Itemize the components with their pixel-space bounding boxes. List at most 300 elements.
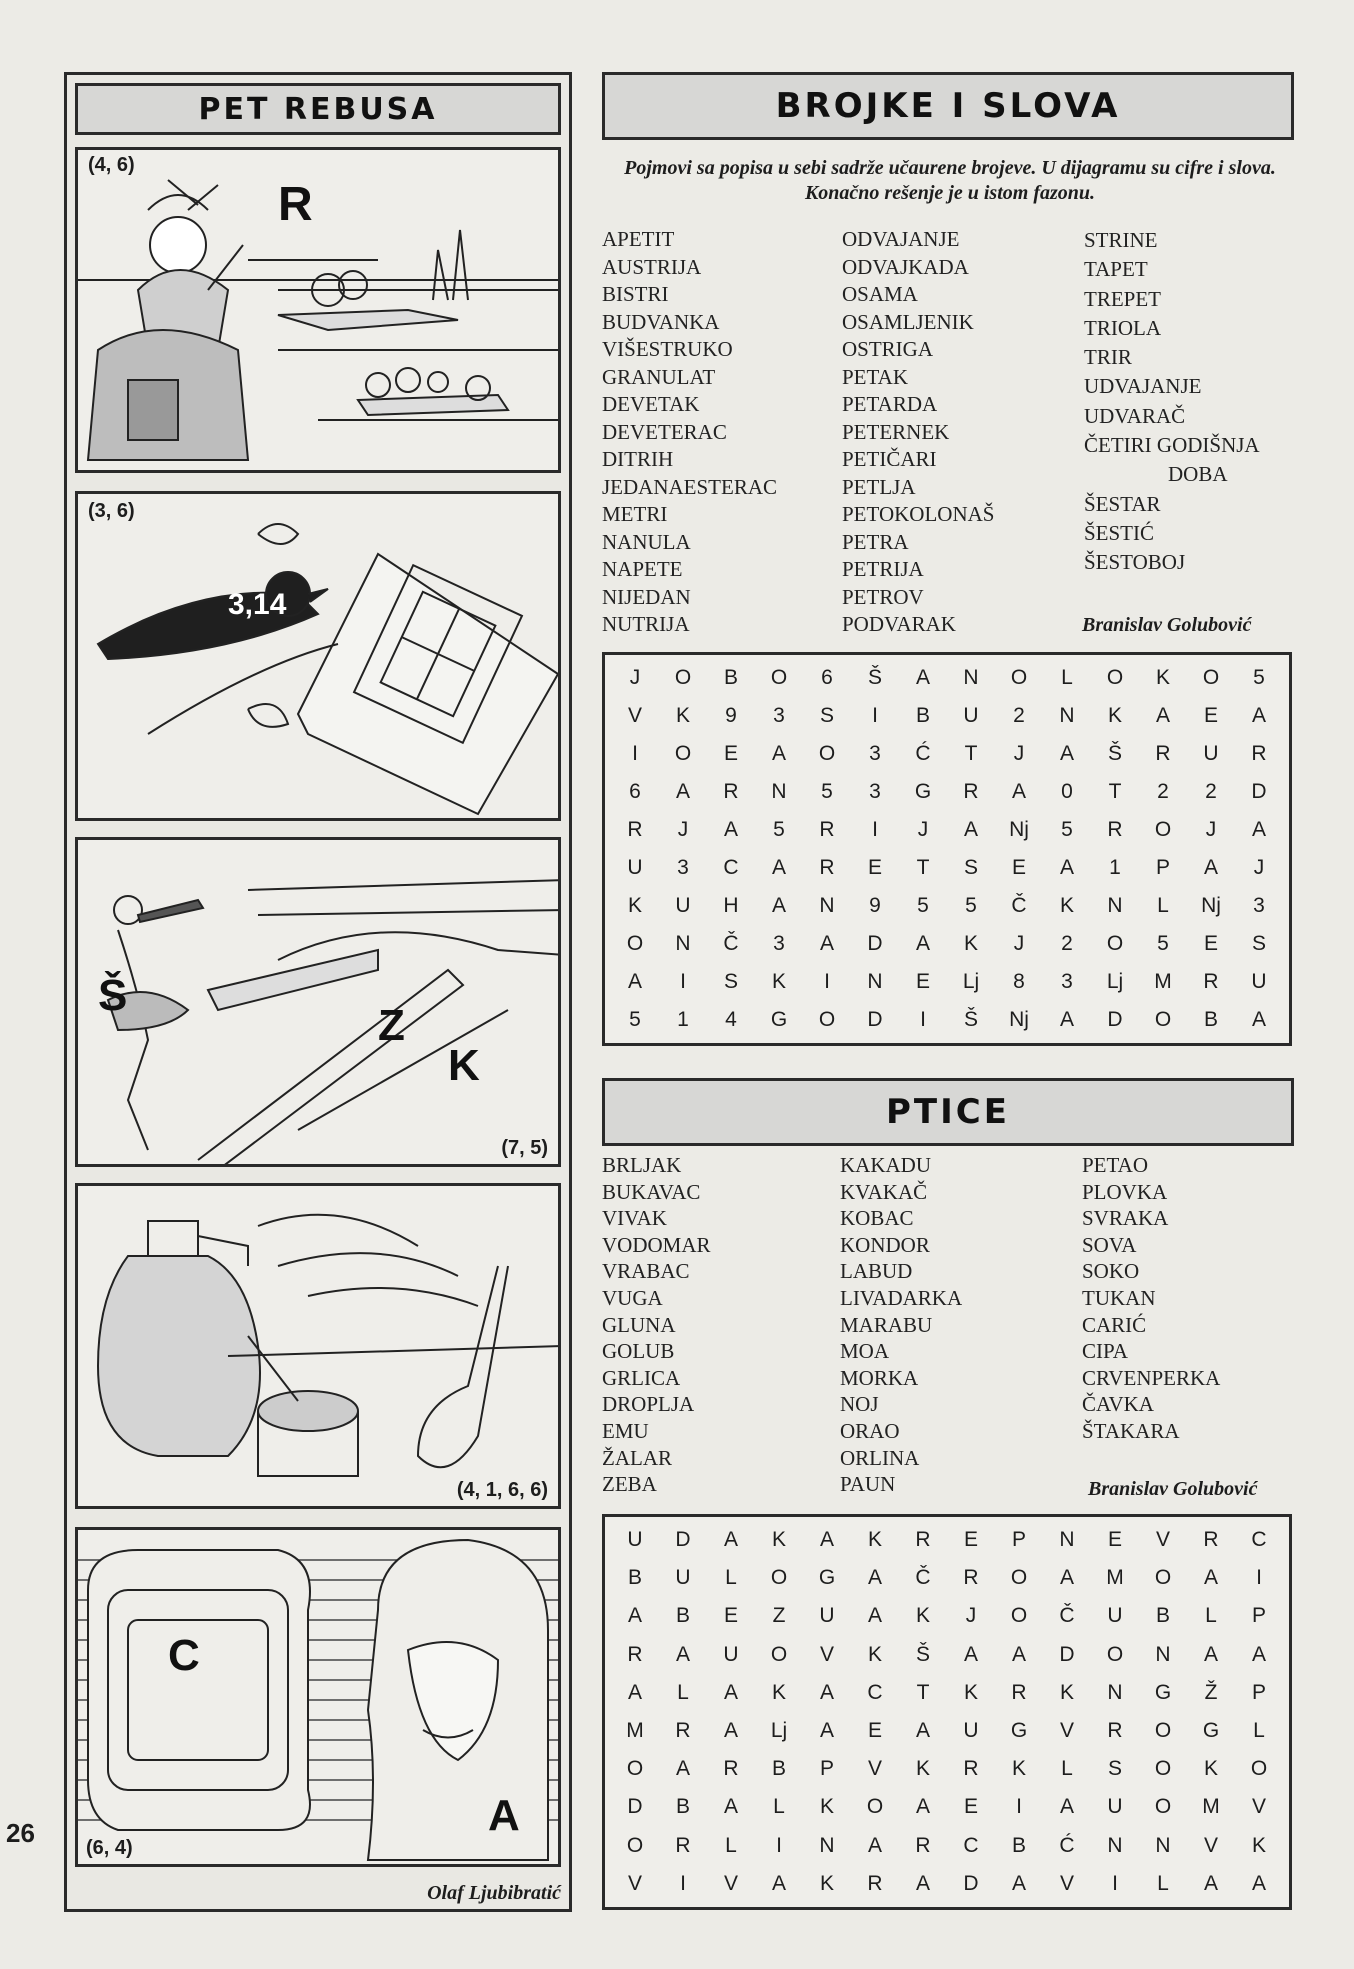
list-item: GRLICA xyxy=(602,1365,681,1390)
list-item: NAPETE xyxy=(602,557,683,581)
grid-cell: Nj xyxy=(1009,818,1029,841)
grid-cell: A xyxy=(1155,704,1170,727)
grid-cell: N xyxy=(819,1833,835,1857)
grid-cell: P xyxy=(1155,856,1170,879)
grid-cell: 2 xyxy=(1061,932,1073,955)
grid-cell: 2 xyxy=(1013,704,1025,727)
grid-cell: O xyxy=(674,666,692,689)
rebus-2-label: (3, 6) xyxy=(88,500,135,522)
rebus-3 xyxy=(75,837,561,1167)
grid-cell: A xyxy=(771,894,786,917)
list-item: METRI xyxy=(602,502,668,526)
grid-cell: I xyxy=(824,970,830,993)
list-item: BRLJAK xyxy=(602,1153,682,1177)
grid-cell: O xyxy=(1154,1566,1172,1590)
grid-cell: A xyxy=(771,856,786,879)
grid-cell: S xyxy=(963,856,978,879)
grid-cell: 2 xyxy=(1205,780,1217,803)
grid-cell: N xyxy=(1107,894,1123,917)
list-item: STRINE xyxy=(1084,228,1158,252)
grid-cell: N xyxy=(1059,704,1075,727)
grid-cell: A xyxy=(1203,1566,1218,1590)
grid-cell: R xyxy=(723,1757,739,1781)
grid-cell: T xyxy=(916,1680,930,1704)
ptice-words-col1 xyxy=(602,1152,711,1498)
grid-cell: A xyxy=(723,1680,738,1704)
grid-cell: R xyxy=(1011,1680,1027,1704)
grid-cell: M xyxy=(626,1719,644,1743)
list-item: KAKADU xyxy=(840,1153,931,1177)
grid-cell: A xyxy=(915,666,930,689)
grid-cell: R xyxy=(1251,742,1267,765)
grid-cell: R xyxy=(963,780,979,803)
rebus-5-label: (6, 4) xyxy=(86,1837,133,1859)
grid-cell: K xyxy=(1059,1680,1074,1704)
grid-cell: R xyxy=(1155,742,1171,765)
grid-cell: C xyxy=(963,1833,979,1857)
grid-cell: U xyxy=(963,704,979,727)
grid-cell: R xyxy=(867,1871,883,1895)
list-item: ODVAJKADA xyxy=(842,254,969,279)
rebus-3-drawing xyxy=(78,840,561,1167)
grid-cell: E xyxy=(1203,704,1218,727)
grid-cell: U xyxy=(675,894,691,917)
list-item: OSAMA xyxy=(842,282,918,306)
list-item: TUKAN xyxy=(1082,1285,1156,1310)
grid-cell: A xyxy=(1251,704,1266,727)
list-item: PETRIJA xyxy=(842,557,924,581)
grid-cell: 6 xyxy=(629,780,641,803)
grid-cell: A xyxy=(1203,1642,1218,1666)
grid-cell: I xyxy=(1112,1871,1118,1895)
grid-cell: 3 xyxy=(773,704,785,727)
grid-cell: A xyxy=(963,818,978,841)
grid-cell: V xyxy=(1059,1719,1074,1743)
list-item: LIVADARKA xyxy=(840,1285,963,1310)
grid-cell: Lj xyxy=(962,970,980,993)
grid-cell: B xyxy=(1011,1833,1026,1857)
grid-cell: A xyxy=(915,932,930,955)
grid-cell: 8 xyxy=(1013,970,1025,993)
grid-cell: R xyxy=(675,1833,691,1857)
list-item: BUDVANKA xyxy=(602,309,720,334)
list-item: PETOKOLONAŠ xyxy=(842,502,995,526)
list-item: ŠESTOBOJ xyxy=(1084,550,1186,575)
grid-cell: R xyxy=(627,818,643,841)
list-item: TRIR xyxy=(1084,345,1132,370)
page-number: 26 xyxy=(6,1818,35,1848)
rebus-1-label: (4, 6) xyxy=(88,154,135,176)
brojke-words-col3 xyxy=(1084,226,1260,578)
grid-cell: L xyxy=(725,1833,737,1857)
grid-cell: K xyxy=(963,932,978,955)
list-item: ŠESTIĆ xyxy=(1084,520,1155,545)
grid-cell: E xyxy=(867,1719,882,1743)
grid-cell: Č xyxy=(915,1566,931,1590)
grid-cell: Č xyxy=(1011,894,1027,917)
grid-cell: S xyxy=(819,704,834,727)
grid-cell: A xyxy=(675,780,690,803)
grid-cell: O xyxy=(1106,666,1124,689)
grid-cell: N xyxy=(963,666,979,689)
grid-cell: O xyxy=(1154,1008,1172,1031)
grid-cell: K xyxy=(1011,1757,1026,1781)
list-item: GRANULAT xyxy=(602,364,716,389)
ptice-letter-grid xyxy=(602,1514,1292,1910)
grid-cell: R xyxy=(1107,818,1123,841)
grid-cell: N xyxy=(1107,1680,1123,1704)
grid-cell: Nj xyxy=(1201,894,1221,917)
list-item: PETLJA xyxy=(842,474,916,499)
grid-cell: Š xyxy=(1107,742,1122,765)
grid-cell: A xyxy=(723,818,738,841)
ptice-words-col3 xyxy=(1082,1152,1220,1445)
list-item: VUGA xyxy=(602,1285,663,1310)
grid-cell: L xyxy=(1157,894,1169,917)
grid-cell: L xyxy=(1205,1604,1217,1628)
grid-cell: K xyxy=(1155,666,1170,689)
grid-cell: V xyxy=(867,1757,882,1781)
grid-cell: 0 xyxy=(1061,780,1073,803)
rebus-2-number: 3,14 xyxy=(228,588,287,621)
list-item: DITRIH xyxy=(602,447,674,471)
brojke-letter-grid xyxy=(602,652,1292,1046)
grid-cell: L xyxy=(1061,1757,1073,1781)
rebus-4 xyxy=(75,1183,561,1509)
grid-cell: U xyxy=(819,1604,835,1628)
grid-cell: J xyxy=(1013,742,1025,765)
brojke-author: Branislav Golubović xyxy=(1082,614,1252,636)
grid-cell: U xyxy=(627,1528,643,1552)
grid-cell: S xyxy=(1107,1757,1122,1781)
list-item: PETAO xyxy=(1082,1153,1148,1177)
grid-cell: N xyxy=(867,970,883,993)
grid-cell: B xyxy=(675,1795,690,1819)
grid-cell: P xyxy=(1251,1604,1266,1628)
list-item: SVRAKA xyxy=(1082,1206,1169,1231)
grid-cell: G xyxy=(818,1566,836,1590)
list-item: JEDANAESTERAC xyxy=(602,474,778,499)
rebus-3-letter-s: Š xyxy=(98,971,128,1020)
grid-cell: A xyxy=(963,1642,978,1666)
grid-cell: R xyxy=(1203,1528,1219,1552)
brojke-words-col2 xyxy=(842,226,994,639)
grid-cell: A xyxy=(915,1795,930,1819)
grid-cell: K xyxy=(867,1528,882,1552)
list-item: SOKO xyxy=(1082,1259,1140,1284)
grid-cell: K xyxy=(771,1680,786,1704)
grid-cell: A xyxy=(1011,780,1026,803)
grid-cell: S xyxy=(1251,932,1266,955)
grid-cell: N xyxy=(1059,1528,1075,1552)
grid-cell: M xyxy=(1154,970,1172,993)
list-item: CRVENPERKA xyxy=(1082,1365,1221,1390)
grid-cell: L xyxy=(1061,666,1073,689)
grid-cell: 3 xyxy=(677,856,689,879)
grid-cell: E xyxy=(963,1795,978,1819)
rebus-1-letter: R xyxy=(278,178,313,231)
grid-cell: K xyxy=(1059,894,1074,917)
grid-cell: N xyxy=(675,932,691,955)
grid-cell: A xyxy=(627,970,642,993)
grid-cell: A xyxy=(1059,742,1074,765)
grid-cell: C xyxy=(1251,1528,1267,1552)
grid-cell: U xyxy=(1107,1795,1123,1819)
grid-cell: A xyxy=(723,1795,738,1819)
grid-cell: Č xyxy=(1059,1604,1075,1628)
grid-cell: O xyxy=(1010,1604,1028,1628)
rebus-4-drawing xyxy=(78,1186,561,1509)
grid-cell: Š xyxy=(963,1008,978,1031)
grid-cell: N xyxy=(1155,1833,1171,1857)
grid-cell: O xyxy=(626,1833,644,1857)
grid-cell: R xyxy=(963,1566,979,1590)
list-item: PETRA xyxy=(842,529,909,554)
list-item: ORAO xyxy=(840,1418,900,1443)
grid-cell: O xyxy=(1154,1719,1172,1743)
grid-cell: K xyxy=(1107,704,1122,727)
grid-cell: A xyxy=(1251,1642,1266,1666)
ptice-title: PTICE xyxy=(602,1078,1294,1146)
grid-cell: Ž xyxy=(1204,1680,1218,1704)
grid-cell: K xyxy=(675,704,690,727)
grid-cell: A xyxy=(771,1871,786,1895)
grid-cell: 1 xyxy=(677,1008,689,1031)
grid-cell: R xyxy=(1203,970,1219,993)
list-item: PETROV xyxy=(842,584,924,609)
grid-cell: O xyxy=(1154,1757,1172,1781)
grid-cell: M xyxy=(1106,1566,1124,1590)
grid-cell: B xyxy=(915,704,930,727)
list-item: CARIĆ xyxy=(1082,1312,1147,1337)
rebus-5-drawing xyxy=(78,1530,561,1867)
grid-cell: 9 xyxy=(725,704,737,727)
grid-cell: O xyxy=(626,1757,644,1781)
grid-cell: V xyxy=(1059,1871,1074,1895)
grid-cell: B xyxy=(1203,1008,1218,1031)
grid-cell: V xyxy=(1155,1528,1170,1552)
list-item: OSAMLJENIK xyxy=(842,309,974,334)
grid-cell: E xyxy=(1011,856,1026,879)
list-item: KVAKAČ xyxy=(840,1179,928,1204)
brojke-intro: Pojmovi sa popisa u sebi sadrže učaurene brojeve. U dijagramu su cifre i slova. Konačno rešenje je u istom fazonu. xyxy=(624,157,1276,204)
grid-cell: O xyxy=(866,1795,884,1819)
list-item: ODVAJANJE xyxy=(842,227,960,251)
grid-cell: N xyxy=(819,894,835,917)
rebus-4-label: (4, 1, 6, 6) xyxy=(456,1479,548,1501)
list-item: KONDOR xyxy=(840,1232,930,1257)
list-item: ČETIRI GODIŠNJA xyxy=(1084,433,1260,458)
list-item: KOBAC xyxy=(840,1206,914,1231)
grid-cell: B xyxy=(771,1757,786,1781)
rebus-1-drawing xyxy=(78,150,561,473)
grid-cell: N xyxy=(1155,1642,1171,1666)
ptice-words-col2 xyxy=(840,1152,962,1498)
grid-cell: A xyxy=(1059,1566,1074,1590)
grid-cell: D xyxy=(963,1871,979,1895)
grid-cell: E xyxy=(867,856,882,879)
grid-cell: A xyxy=(1203,1871,1218,1895)
grid-cell: G xyxy=(770,1008,788,1031)
list-item: VODOMAR xyxy=(602,1232,711,1257)
rebus-2 xyxy=(75,491,561,821)
grid-cell: C xyxy=(867,1680,883,1704)
grid-cell: R xyxy=(723,780,739,803)
rebus-author: Olaf Ljubibratić xyxy=(427,1882,561,1904)
grid-cell: E xyxy=(963,1528,978,1552)
list-item: BISTRI xyxy=(602,282,669,306)
grid-cell: P xyxy=(819,1757,834,1781)
grid-cell: R xyxy=(1107,1719,1123,1743)
grid-cell: U xyxy=(675,1566,691,1590)
grid-cell: O xyxy=(1154,818,1172,841)
grid-cell: O xyxy=(1010,1566,1028,1590)
grid-cell: 5 xyxy=(1157,932,1169,955)
list-item: ZEBA xyxy=(602,1472,657,1497)
list-item: TREPET xyxy=(1084,286,1161,311)
list-item: PETAK xyxy=(842,364,908,389)
list-item: PODVARAK xyxy=(842,612,956,636)
grid-cell: J xyxy=(1013,932,1025,955)
grid-cell: A xyxy=(819,1719,834,1743)
grid-cell: L xyxy=(1157,1871,1169,1895)
rebus-column xyxy=(64,72,572,1912)
grid-cell: R xyxy=(963,1757,979,1781)
grid-cell: D xyxy=(1059,1642,1075,1666)
grid-cell: A xyxy=(627,1680,642,1704)
grid-cell: O xyxy=(818,1008,836,1031)
grid-cell: 6 xyxy=(821,666,833,689)
list-item: DROPLJA xyxy=(602,1392,695,1417)
list-item: NOJ xyxy=(840,1392,879,1417)
rebus-5-letter-a: A xyxy=(488,1791,520,1840)
list-item: NIJEDAN xyxy=(602,584,691,609)
list-item: DEVETAK xyxy=(602,392,700,416)
list-item: UDVAJANJE xyxy=(1084,374,1202,399)
grid-cell: O xyxy=(1106,1642,1124,1666)
grid-cell: U xyxy=(1251,970,1267,993)
grid-cell: 3 xyxy=(869,742,881,765)
grid-cell: L xyxy=(773,1795,785,1819)
grid-cell: K xyxy=(1251,1833,1266,1857)
grid-cell: U xyxy=(1107,1604,1123,1628)
grid-cell: A xyxy=(723,1528,738,1552)
grid-cell: 5 xyxy=(917,894,929,917)
grid-cell: J xyxy=(917,818,929,841)
rebus-5 xyxy=(75,1527,561,1867)
grid-cell: O xyxy=(1250,1757,1268,1781)
grid-cell: A xyxy=(1203,856,1218,879)
grid-cell: B xyxy=(627,1566,642,1590)
grid-cell: A xyxy=(867,1566,882,1590)
grid-cell: V xyxy=(627,1871,642,1895)
rebus-5-letter-c: C xyxy=(168,1631,200,1680)
list-item: LABUD xyxy=(840,1259,913,1284)
grid-cell: A xyxy=(675,1757,690,1781)
grid-cell: U xyxy=(1203,742,1219,765)
grid-cell: U xyxy=(627,856,643,879)
grid-cell: G xyxy=(1154,1680,1172,1704)
grid-cell: B xyxy=(723,666,738,689)
rebus-1 xyxy=(75,147,561,473)
list-item: BUKAVAC xyxy=(602,1179,701,1204)
list-item: PETIČARI xyxy=(842,447,937,471)
list-item: OSTRIGA xyxy=(842,337,934,361)
grid-cell: A xyxy=(819,932,834,955)
list-item: DOBA xyxy=(1168,462,1228,487)
list-item: VRABAC xyxy=(602,1259,690,1284)
grid-cell: Č xyxy=(723,932,739,955)
grid-cell: I xyxy=(1256,1566,1262,1590)
grid-cell: 5 xyxy=(1253,666,1265,689)
grid-cell: Nj xyxy=(1009,1008,1029,1031)
grid-cell: 5 xyxy=(1061,818,1073,841)
grid-cell: D xyxy=(1107,1008,1123,1031)
grid-cell: E xyxy=(915,970,930,993)
rebus-3-label: (7, 5) xyxy=(501,1137,548,1159)
grid-cell: U xyxy=(723,1642,739,1666)
grid-cell: R xyxy=(819,856,835,879)
list-item: MARABU xyxy=(840,1312,933,1337)
grid-cell: E xyxy=(723,1604,738,1628)
grid-cell: H xyxy=(723,894,739,917)
grid-cell: A xyxy=(771,742,786,765)
grid-cell: K xyxy=(819,1871,834,1895)
grid-cell: K xyxy=(1203,1757,1218,1781)
list-item: APETIT xyxy=(602,227,675,251)
grid-cell: A xyxy=(1251,1871,1266,1895)
list-item: NUTRIJA xyxy=(602,612,690,636)
grid-cell: N xyxy=(1107,1833,1123,1857)
grid-cell: S xyxy=(723,970,738,993)
grid-cell: 5 xyxy=(773,818,785,841)
grid-cell: 3 xyxy=(869,780,881,803)
grid-cell: A xyxy=(1059,1008,1074,1031)
grid-cell: 5 xyxy=(629,1008,641,1031)
grid-cell: D xyxy=(675,1528,691,1552)
grid-cell: Z xyxy=(772,1604,786,1628)
list-item: PETERNEK xyxy=(842,419,950,444)
grid-cell: D xyxy=(867,932,883,955)
list-item: NANULA xyxy=(602,529,691,554)
grid-cell: V xyxy=(1251,1795,1266,1819)
grid-cell: A xyxy=(915,1871,930,1895)
grid-cell: V xyxy=(723,1871,738,1895)
grid-cell: B xyxy=(675,1604,690,1628)
list-item: MORKA xyxy=(840,1365,919,1390)
grid-cell: A xyxy=(1011,1871,1026,1895)
grid-cell: V xyxy=(627,704,642,727)
grid-cell: O xyxy=(1010,666,1028,689)
grid-cell: O xyxy=(1154,1795,1172,1819)
grid-cell: V xyxy=(819,1642,834,1666)
grid-cell: K xyxy=(963,1680,978,1704)
grid-cell: M xyxy=(1202,1795,1220,1819)
grid-cell: K xyxy=(915,1604,930,1628)
rebus-3-letter-k: K xyxy=(448,1041,480,1090)
grid-cell: J xyxy=(965,1604,977,1628)
grid-cell: A xyxy=(915,1719,930,1743)
grid-cell: 1 xyxy=(1109,856,1121,879)
grid-cell: A xyxy=(675,1642,690,1666)
grid-cell: I xyxy=(680,1871,686,1895)
list-item: VIŠESTRUKO xyxy=(602,337,733,361)
list-item: AUSTRIJA xyxy=(602,254,702,279)
grid-cell: K xyxy=(915,1757,930,1781)
grid-cell: R xyxy=(915,1833,931,1857)
grid-cell: N xyxy=(771,780,787,803)
grid-cell: A xyxy=(1011,1642,1026,1666)
